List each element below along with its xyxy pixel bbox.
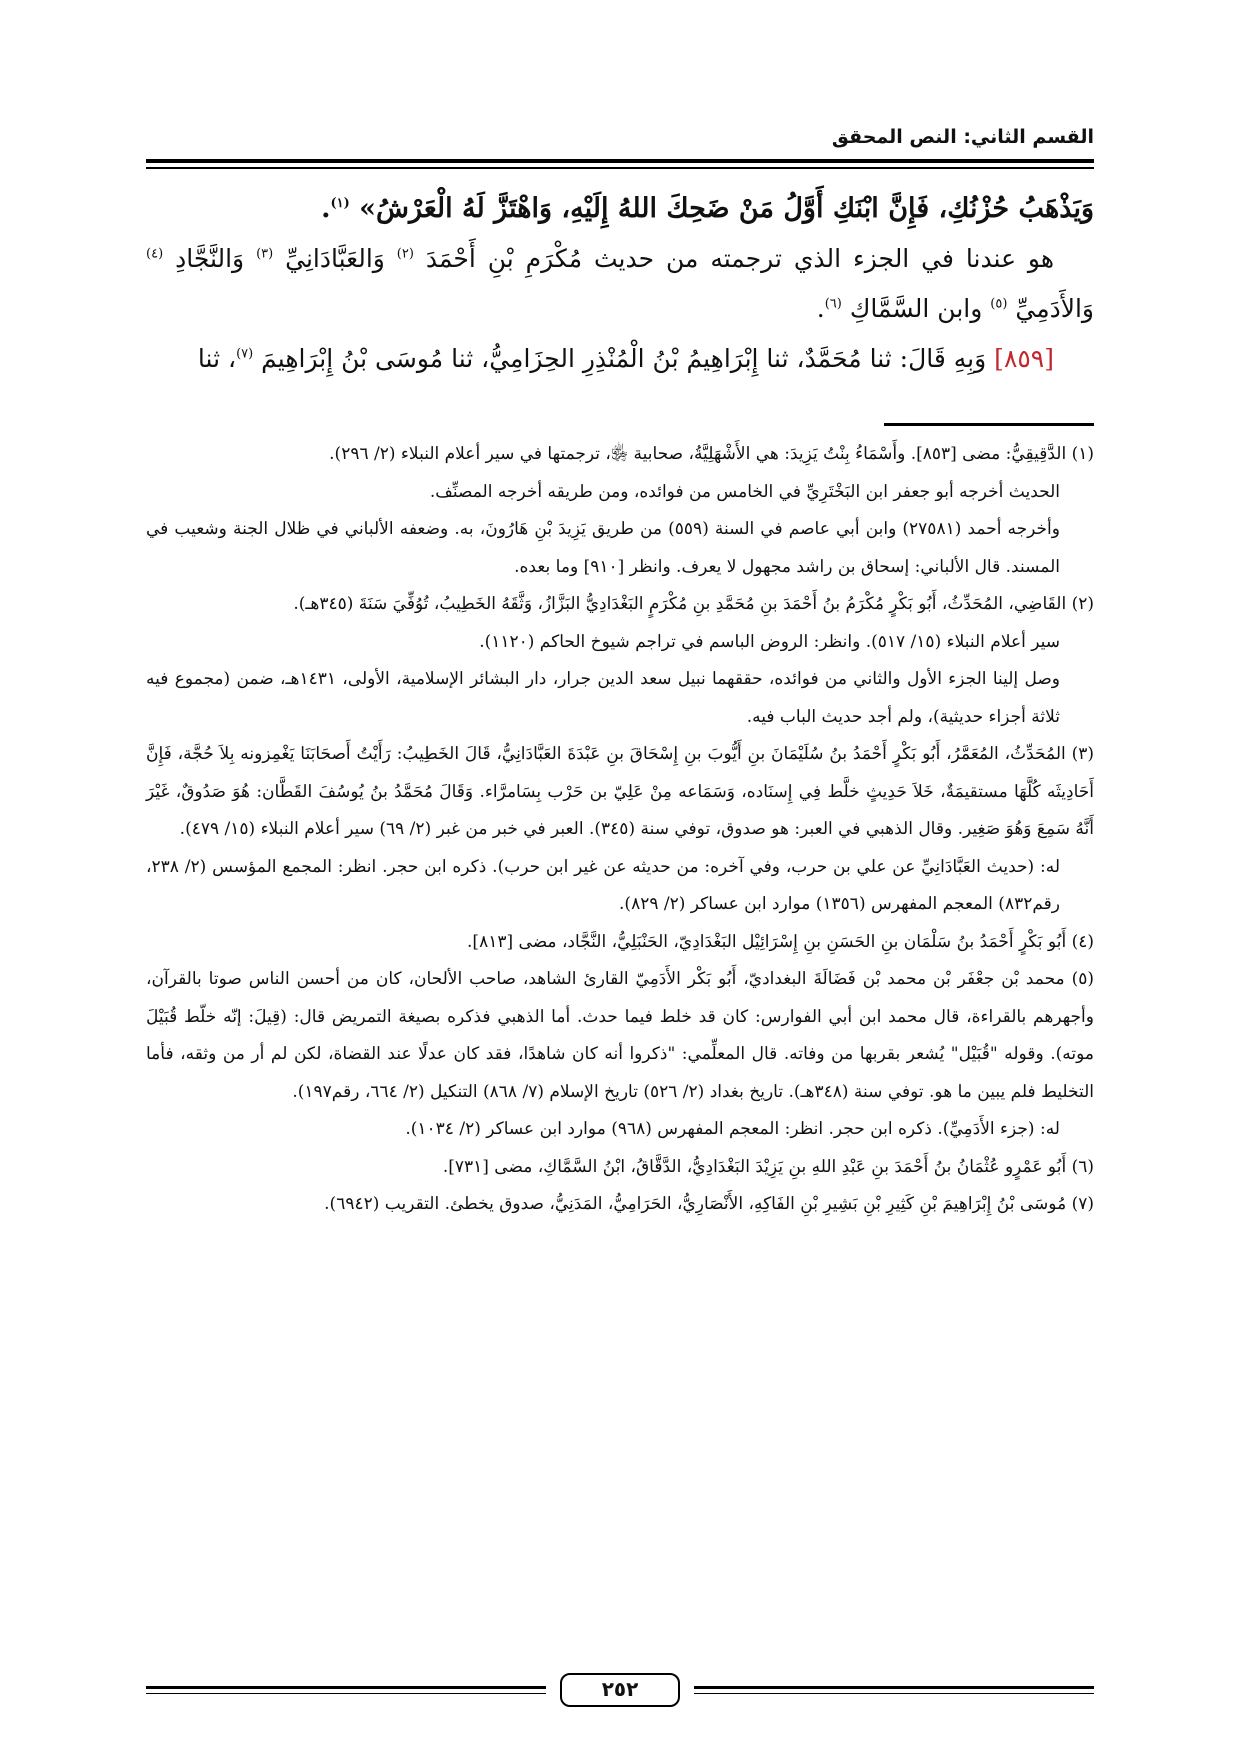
footnote-1-continuation: الحديث أخرجه أبو جعفر ابن البَخْتَرِيِّ في الخامس من فوائده، ومن طريقه أخرجه المصنِّف. xyxy=(429,481,1060,502)
footnote-3-continuation: له: (حديث العَبَّادَانِيِّ عن علي بن حرب، وفي آخره: من حديثه عن غير ابن حرب). ذكره ابن حجر. انظر: المجمع المؤسس (٢/ ٢٣٨، رقم٨٣٢) المعجم المفهرس (١٣٥٦) موارد ابن عساكر (٢/ ٨٢٩). xyxy=(146,856,1060,914)
isnad-continuation: ، ثنا xyxy=(197,344,237,373)
commentary-text-a: هو عندنا في الجزء الذي ترجمته من حديث مُكْرَمِ بْنِ أَحْمَدَ xyxy=(425,244,1055,273)
footnote-ref-7[interactable]: (٧) xyxy=(236,346,254,362)
page-number: ٢٥٢ xyxy=(560,1673,680,1707)
running-title: القسم الثاني: النص المحقق xyxy=(831,126,1094,148)
commentary-text-c: وَالنَّجَّادِ xyxy=(175,244,245,273)
commentary-text-e: وابن السَّمَّاكِ xyxy=(849,294,983,323)
footnote-1-continuation: وأخرجه أحمد (٢٧٥٨١) وابن أبي عاصم في السنة (٥٥٩) من طريق يَزِيدَ بْنِ هَارُونَ، به. وضعفه الألباني في ظلال الجنة وشعيب في المسند. قال الألباني: إسحاق بن راشد مجهول لا يعرف. وانظر [٩١٠] وما بعده. xyxy=(146,519,1060,577)
footnote-3: (٣) المُحَدِّثُ، المُعَمَّرُ، أَبُو بَكْرٍ أَحْمَدُ بنُ سُلَيْمَانَ بنِ أَيُّوبَ بنِ إِسْحَاقَ بنِ عَبْدَةَ العَبَّادَانِيُّ، قَالَ الخَطِيبُ: رَأَيْتُ أَصحَابَنَا يَغْمِزونه بِلاَ حُجَّة، فَإِنَّ أَحَادِيثَه كُلَّهَا مستقيمَةٌ، خَلاَ حَدِيثٍ خلَّط فِي إِسنَاده، وَسَمَاعه مِنْ عَلِيّ بن حَرْب بِسَامرَّاء. وَقَالَ مُحَمَّدُ بنُ يُوسُفَ القَطَّان: هُوَ صَدُوقٌ، غَيْرَ أَنَّهُ سَمِعَ وَهُوَ صَغِير. وقال الذهبي في العبر: هو صدوق، توفي سنة (٣٤٥). العبر في خبر من غبر (٢/ ٦٩) سير أعلام النبلاء (١٥/ ٤٧٩). xyxy=(146,744,1094,839)
footnote-ref-5[interactable]: (٥) xyxy=(990,296,1008,312)
footnote-ref-1[interactable]: (١) xyxy=(330,196,350,211)
footnote-7: (٧) مُوسَى بْنُ إِبْرَاهِيمَ بْنِ كَثِيرِ بْنِ بَشِيرِ بْنِ الفَاكِهِ، الأَنْصَارِيُّ، الحَرَامِيُّ، المَدَنِيُّ، صدوق يخطئ. التقريب (٦٩٤٢). xyxy=(324,1194,1094,1214)
hadith-ending-text: وَيَذْهَبُ حُزْنُكِ، فَإِنَّ ابْنَكِ أَوَّلُ مَنْ ضَحِكَ اللهُ إِلَيْهِ، وَاهْتَزَّ لَهُ الْعَرْشُ» xyxy=(359,193,1094,224)
footer-rule-right xyxy=(694,1686,1094,1694)
footnote-2-continuation: وصل إلينا الجزء الأول والثاني من فوائده، حققهما نبيل سعد الدين جرار، دار البشائر الإسلامية، الأولى، ١٤٣١هـ، ضمن (مجموع فيه ثلاثة أجزاء حديثية)، ولم أجد حديث الباب فيه. xyxy=(146,669,1061,727)
header-rule-thick xyxy=(146,159,1094,163)
footnote-ref-6[interactable]: (٦) xyxy=(824,296,842,312)
main-text xyxy=(146,184,1094,384)
footnote-2-continuation: سير أعلام النبلاء (١٥/ ٥١٧). وانظر: الروض الباسم في تراجم شيوخ الحاكم (١١٢٠). xyxy=(479,631,1060,652)
commentary-paragraph xyxy=(146,234,1094,334)
footnote-4: (٤) أَبُو بَكْرٍ أَحْمَدُ بنُ سَلْمَان بنِ الحَسَنِ بنِ إِسْرَائِيْل البَغْدَادِيّ، الحَنْبَلِيُّ، النَّجَّاد، مضى [٨١٣]. xyxy=(467,931,1094,952)
footnotes xyxy=(146,436,1094,1224)
header-rule-thin xyxy=(146,167,1094,169)
hadith-number: [٨٥٩] xyxy=(994,344,1054,373)
commentary-text-b: وَالعَبَّادَانِيِّ xyxy=(285,244,385,273)
commentary-text-d: وَالأَدَمِيِّ xyxy=(1015,294,1094,323)
hadith-ending-line xyxy=(146,184,1094,234)
footnote-ref-2[interactable]: (٢) xyxy=(396,246,414,262)
footnote-1: (١) الدَّقِيقِيُّ: مضى [٨٥٣]. وأَسْمَاءُ بِنْتُ يَزِيدَ: هي الأَشْهَلِيَّةُ، صحابية ﵂، ترجمتها في سير أعلام النبلاء (٢/ ٢٩٦). xyxy=(329,444,1094,464)
footnote-separator xyxy=(884,423,1094,426)
footnote-2: (٢) القَاضِي، المُحَدِّثُ، أَبُو بَكْرٍ مُكْرَمُ بنُ أَحْمَدَ بنِ مُحَمَّدِ بنِ مُكْرَمٍ البَغْدَادِيُّ البَزَّازُ، وَثَّقَهُ الخَطِيبُ، تُوُفِّيَ سَنَةَ (٣٤٥هـ). xyxy=(293,594,1094,614)
footnote-5: (٥) محمد بْن جعْفَر بْن محمد بْن فَضَالَةَ البغداديّ، أَبُو بَكْر الأَدَمِيّ القارئ الشاهد، صاحب الألحان، كان من أحسن الناس صوتا بالقرآن، وأجهرهم بالقراءة، قال محمد ابن أبي الفوارس: كان قد خلط فيما حدث. أما الذهبي فذكره بصيغة التمريض قال: (قِيلَ: إنّه خلّط قُبَيْلَ موته). وقوله "قُبَيْل" يُشعر بقربها من وفاته. قال المعلِّمي: "ذكروا أنه كان شاهدًا، فقد كان عدلًا عند القضاة، لكن لم أر من وثقه، فأما التخليط فلم يبين ما هو. توفي سنة (٣٤٨هـ). تاريخ بغداد (٢/ ٥٢٦) تاريخ الإسلام (٧/ ٨٦٨) التنكيل (٢/ ٦٦٤، رقم١٩٧). xyxy=(146,969,1094,1102)
period: . xyxy=(321,193,331,224)
footnote-5-continuation: له: (جزء الأَدَمِيِّ). ذكره ابن حجر. انظر: المعجم المفهرس (٩٦٨) موارد ابن عساكر (٢/ ١٠٣٤). xyxy=(405,1119,1060,1139)
footer-rule-left xyxy=(146,1686,546,1694)
isnad-text: وَبِهِ قَالَ: ثنا مُحَمَّدٌ، ثنا إِبْرَاهِيمُ بْنُ الْمُنْذِرِ الحِزَامِيُّ، ثنا مُوسَى بْنُ إِبْرَاهِيمَ xyxy=(261,344,987,373)
hadith-paragraph xyxy=(146,334,1094,384)
period: . xyxy=(816,294,825,323)
footnote-ref-3[interactable]: (٣) xyxy=(256,246,274,262)
footnote-ref-4[interactable]: (٤) xyxy=(146,246,164,262)
footnote-6: (٦) أَبُو عَمْرٍو عُثْمَانُ بنُ أَحْمَدَ بنِ عَبْدِ اللهِ بنِ يَزِيْدَ البَغْدَادِيُّ، الدَّقَّاقُ، ابْنُ السَّمَّاكِ، مضى [٧٣١]. xyxy=(442,1156,1094,1177)
